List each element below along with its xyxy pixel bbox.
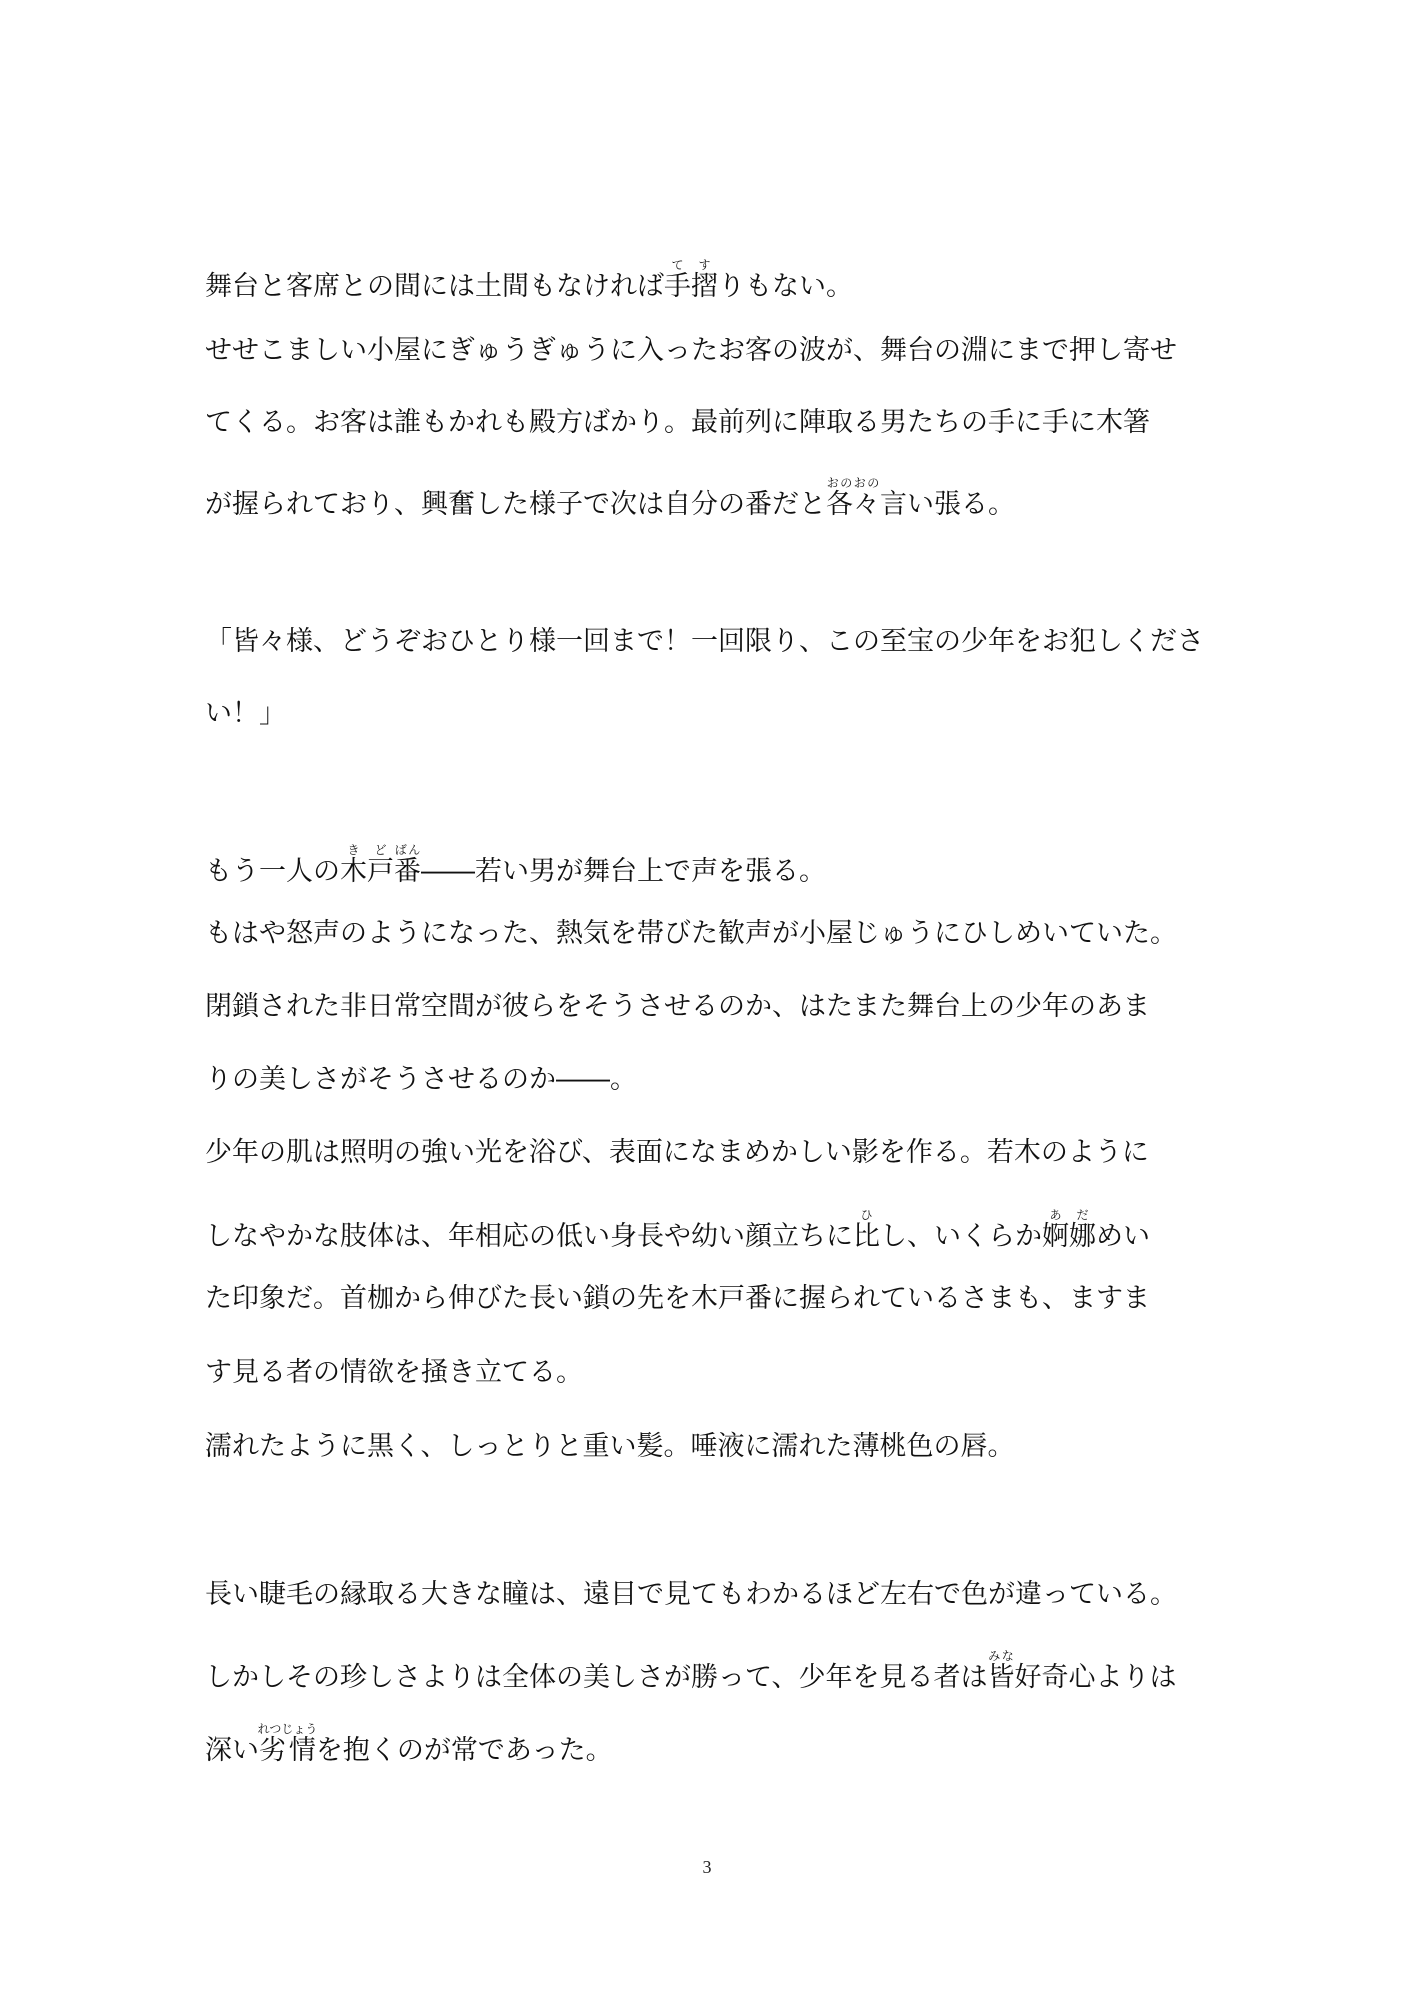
ruby-word — [394, 843, 421, 887]
text-run: しかしその珍しさよりは全体の美しさが勝って、少年を見る者は — [205, 1662, 988, 1693]
text-run: い！」 — [205, 698, 286, 729]
ruby-word — [664, 258, 718, 302]
ruby-word — [987, 1649, 1015, 1693]
text-line — [205, 258, 853, 306]
ruby-reading: ばん — [394, 843, 421, 857]
text-line — [205, 843, 826, 891]
ruby-base: 木戸 — [340, 856, 394, 887]
text-run: 閉鎖された非日常空間が彼らをそうさせるのか、はたまた舞台上の少年のあま — [205, 991, 1150, 1022]
text-run: 濡れたように黒く、しっとりと重い髪。唾液に濡れた薄桃色の唇。 — [205, 1431, 1015, 1462]
ruby-word — [826, 476, 880, 520]
ruby-word — [257, 1722, 318, 1766]
text-run: りの美しさがそうさせるのか――。 — [205, 1064, 637, 1095]
text-run: てくる。お客は誰もかれも殿方ばかり。最前列に陣取る男たちの手に手に木箸 — [205, 407, 1150, 438]
ruby-base: 比 — [853, 1221, 880, 1252]
ruby-reading: おのおの — [826, 476, 880, 490]
text-run: ――若い男が舞台上で声を張る。 — [421, 856, 826, 887]
ruby-reading: てす — [664, 258, 718, 272]
text-line — [205, 1280, 1150, 1318]
ruby-reading: れつじょう — [257, 1722, 318, 1736]
text-run: 長い睫毛の縁取る大きな瞳は、遠目で見てもわかるほど左右で色が違っている。 — [205, 1579, 1177, 1610]
text-line — [205, 623, 1204, 661]
text-line — [205, 476, 1015, 524]
ruby-base: 皆 — [987, 1662, 1015, 1693]
ruby-reading: ひ — [853, 1208, 880, 1222]
ruby-word — [340, 843, 394, 887]
text-run: す見る者の情欲を掻き立てる。 — [205, 1357, 583, 1388]
ruby-word — [1042, 1208, 1096, 1252]
ruby-reading: みな — [987, 1649, 1015, 1663]
text-line — [205, 988, 1150, 1026]
text-run: もう一人の — [205, 856, 340, 887]
text-run: しなやかな肢体は、年相応の低い身長や幼い顔立ちに — [205, 1221, 853, 1252]
text-run: し、いくらか — [880, 1221, 1042, 1252]
text-run: 少年の肌は照明の強い光を浴び、表面になまめかしい影を作る。若木のように — [205, 1137, 1149, 1168]
ruby-word — [853, 1208, 880, 1252]
ruby-base: 手摺 — [664, 271, 718, 302]
text-run: 舞台と客席との間には土間もなければ — [205, 271, 664, 302]
ruby-base: 婀娜 — [1042, 1221, 1096, 1252]
text-line — [205, 1428, 1014, 1466]
text-run: が握られており、興奮した様子で次は自分の番だと — [205, 489, 826, 520]
text-run: せせこましい小屋にぎゅうぎゅうに入ったお客の波が、舞台の淵にまで押し寄せ — [205, 335, 1177, 366]
text-line — [205, 1722, 613, 1770]
text-run: りもない。 — [718, 271, 853, 302]
text-line — [205, 1576, 1177, 1614]
text-run: 言い張る。 — [880, 489, 1015, 520]
text-line — [205, 1134, 1149, 1172]
text-line — [205, 1061, 637, 1099]
text-line — [205, 1208, 1150, 1256]
ruby-base: 各々 — [826, 489, 880, 520]
text-line — [205, 404, 1150, 442]
text-line — [205, 1649, 1176, 1697]
text-run: た印象だ。首枷から伸びた長い鎖の先を木戸番に握られているさまも、ますま — [205, 1283, 1150, 1314]
text-line — [205, 695, 286, 733]
text-run: もはや怒声のようになった、熱気を帯びた歓声が小屋じゅうにひしめいていた。 — [205, 918, 1177, 949]
ruby-reading: きど — [340, 843, 394, 857]
ruby-base: 劣情 — [257, 1735, 318, 1766]
text-line — [205, 915, 1177, 953]
ruby-reading: あだ — [1042, 1208, 1096, 1222]
text-run: 好奇心よりは — [1014, 1662, 1177, 1693]
text-run: 「皆々様、どうぞおひとり様一回まで！一回限り、この至宝の少年をお犯しくださ — [205, 626, 1204, 657]
text-line — [205, 1354, 583, 1392]
ruby-base: 番 — [394, 856, 421, 887]
text-run: を抱くのが常であった。 — [315, 1735, 613, 1766]
text-run: 深い — [205, 1735, 259, 1766]
text-line — [205, 332, 1177, 370]
text-run: めい — [1096, 1221, 1150, 1252]
page-number: 3 — [702, 1857, 712, 1877]
